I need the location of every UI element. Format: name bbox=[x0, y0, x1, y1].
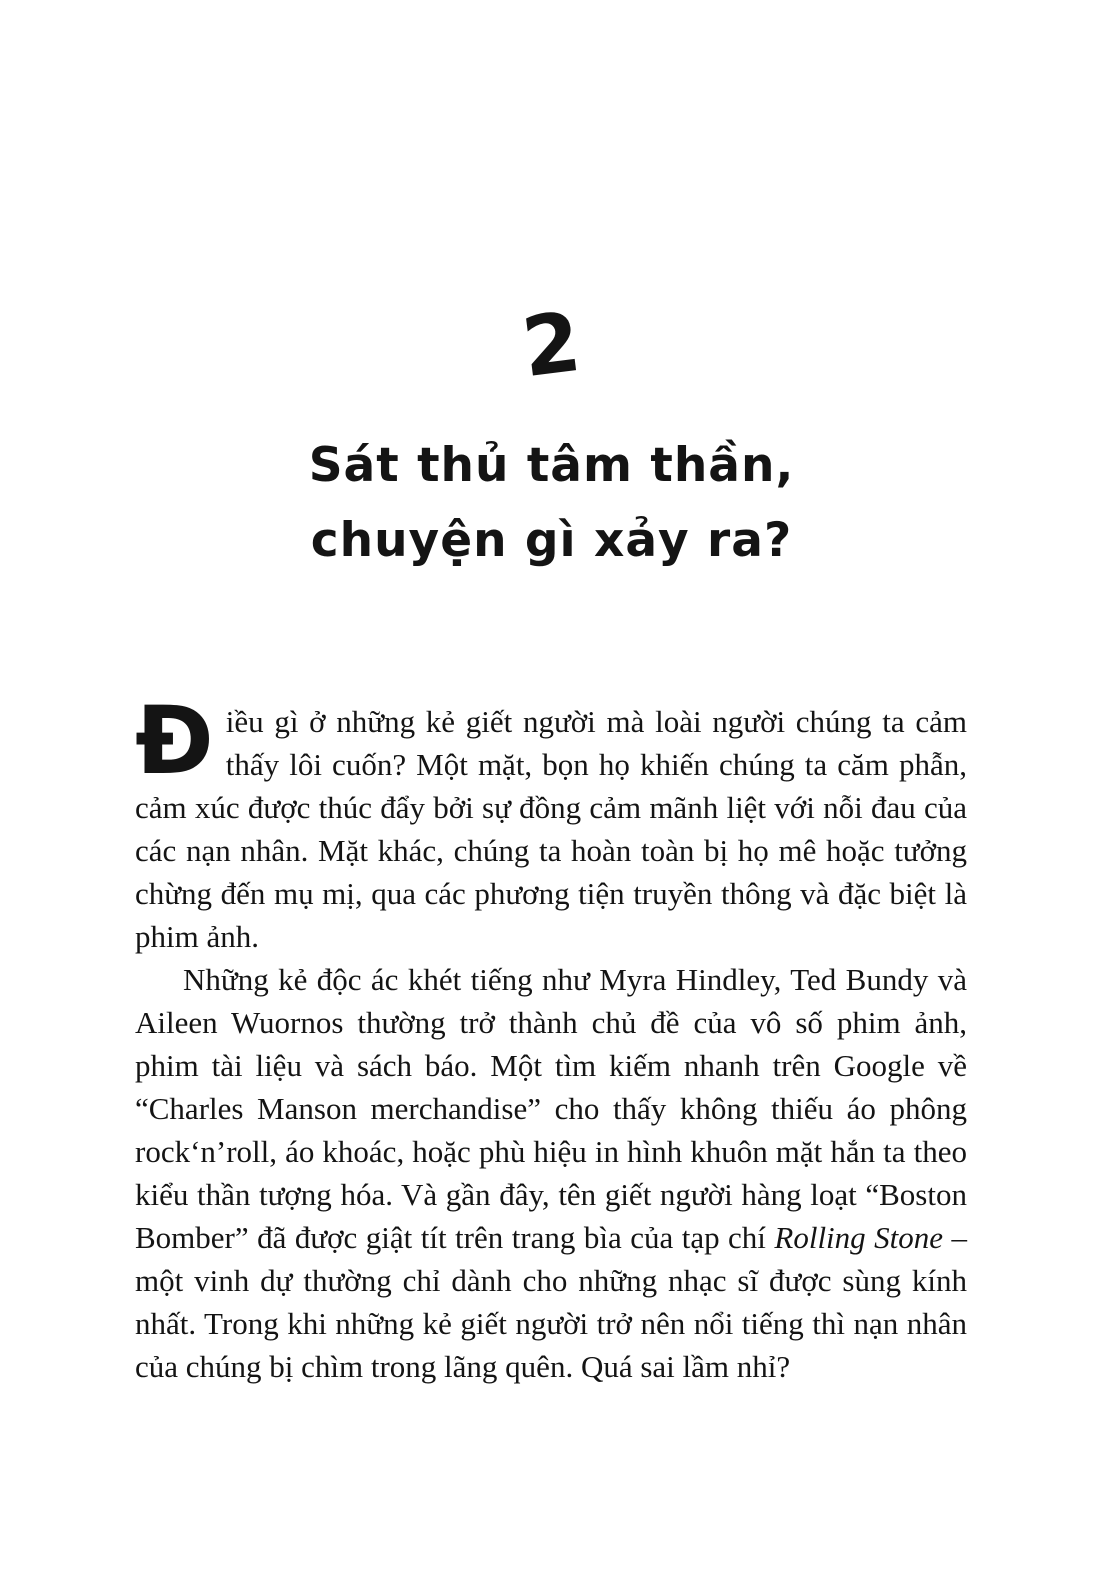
paragraph-2 bbox=[135, 958, 967, 1388]
paragraph-1 bbox=[135, 687, 967, 958]
chapter-title-line2: chuyện gì xảy ra? bbox=[310, 513, 793, 568]
chapter-number bbox=[0, 296, 1103, 396]
chapter-title-line1: Sát thủ tâm thần, bbox=[308, 438, 795, 493]
chapter-title bbox=[0, 428, 1103, 578]
paragraph-2-text-before: Những kẻ độc ác khét tiếng như Myra Hindley, Ted Bundy và Aileen Wuornos thường trở thành chủ đề của vô số phim ảnh, phim tài liệu và sách báo. Một tìm kiếm nhanh trên Google về “Charles Manson merchandise” cho thấy không thiếu áo phông rock‘n’roll, áo khoác, hoặc phù hiệu in hình khuôn mặt hắn ta theo kiểu thần tượng hóa. Và gần đây, tên giết người hàng loạt “Boston Bomber” đã được giật tít trên trang bìa của tạp chí bbox=[135, 962, 967, 1255]
magazine-title-italic: Rolling Stone bbox=[774, 1220, 944, 1255]
paragraph-1-text: iều gì ở những kẻ giết người mà loài người chúng ta cảm thấy lôi cuốn? Một mặt, bọn họ khiến chúng ta căm phẫn, cảm xúc được thúc đẩy bởi sự đồng cảm mãnh liệt với nỗi đau của các nạn nhân. Mặt khác, chúng ta hoàn toàn bị họ mê hoặc tưởng chừng đến mụ mị, qua các phương tiện truyền thông và đặc biệt là phim ảnh. bbox=[135, 704, 967, 954]
chapter-number-digit: 2 bbox=[517, 294, 586, 397]
paragraph-2-text-after: – một vinh dự thường chỉ dành cho những nhạc sĩ được sùng kính nhất. Trong khi những kẻ giết người trở nên nổi tiếng thì nạn nhân của chúng bị chìm trong lãng quên. Quá sai lầm nhỉ? bbox=[135, 1220, 967, 1384]
drop-cap: Đ bbox=[135, 687, 214, 796]
body-text bbox=[135, 687, 967, 1388]
